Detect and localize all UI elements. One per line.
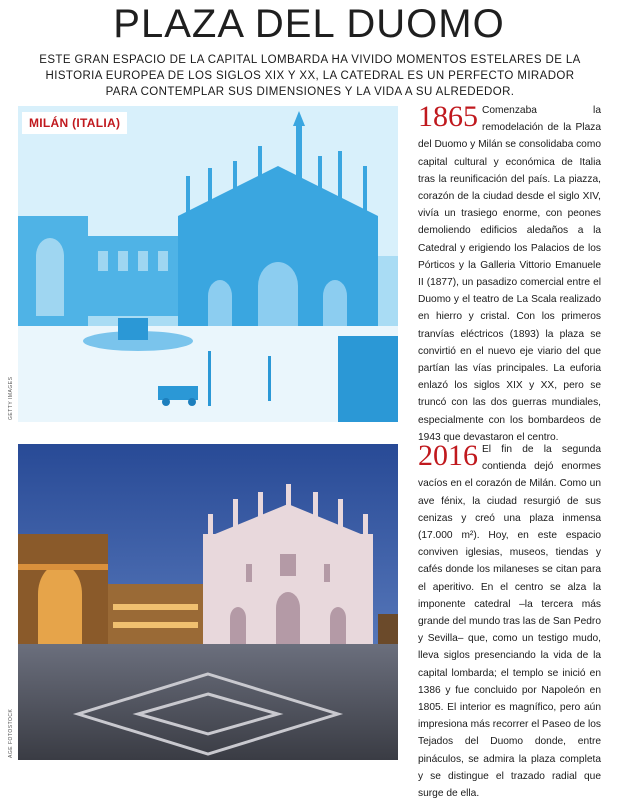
photo-credit: GETTY IMAGES: [8, 376, 14, 420]
section-body: Comenzaba la remodelación de la Plaza del Duomo y Milán se consolidaba como capital cultural y económica de Italia tras la reunificación del país. La piazza, corazón de la ciudad desde el siglo XIV, vivía un trasiego enorme, con peones demoliendo edificios aledaños a la Catedral y erigiendo los Palacios de los Pórticos y la Galleria Vittorio Emanuele II (1877), un pasadizo comercial entre el Duomo y el teatro de La Scala realizado en hierro y cristal. Con los primeros tranvías eléctricos (1893) la plaza se convirtió en el nuevo eje viario del que partían las vías principales. La euforia enlazó los siglos XIX y XX, pero se truncó con las dos guerras mundiales, especialmente con los bombardeos de 1943 que devastaron el centro.: [418, 105, 601, 443]
section-body: El fin de la segunda contienda dejó enormes vacíos en el corazón de Milán. Como un ave fénix, la ciudad resurgió de sus cenizas y creó una plaza inmensa (17.000 m²). Hoy, en este espacio conviven iglesias, museos, tiendas y cafés donde los milaneses se citan para el aperitivo. En el centro se alza la imponente catedral –la tercera más grande del mundo tras las de San Pedro y Sevilla– que, como un testigo mudo, lleva siglos presenciando la vida de la capital lombarda; el templo se inició en 1386 y fue concluido por Napoleón en 1805. El interior es magnífico, pero aún impresiona más recorrer el Paseo de los Tejados del Duomo donde, entre pináculos, se admira la plaza completa y se distingue el trazado radial que surge de ella.: [418, 444, 601, 800]
location-label: MILÁN (ITALIA): [22, 112, 127, 134]
year-heading: 2016: [418, 439, 478, 472]
article-subtitle: ESTE GRAN ESPACIO DE LA CAPITAL LOMBARDA HA VIVIDO MOMENTOS ESTELARES DE LA HISTORIA EUROPEA DE LOS SIGLOS XIX Y XX, LA CATEDRAL ES UN PERFECTO MIRADOR PARA CONTEMPLAR SUS DIMENSIONES Y LA VIDA A SU ALREDEDOR.: [39, 54, 581, 98]
photo-credit: AGE FOTOSTOCK: [8, 708, 14, 758]
year-heading: 1865: [418, 100, 478, 133]
historical-photo: [18, 106, 398, 422]
section-2016: [418, 441, 601, 802]
modern-photo: [18, 444, 398, 760]
modern-duomo-illustration: [18, 444, 398, 760]
historical-duomo-illustration: [18, 106, 398, 422]
page-title: PLAZA DEL DUOMO: [113, 2, 505, 46]
section-1865: [418, 102, 601, 446]
